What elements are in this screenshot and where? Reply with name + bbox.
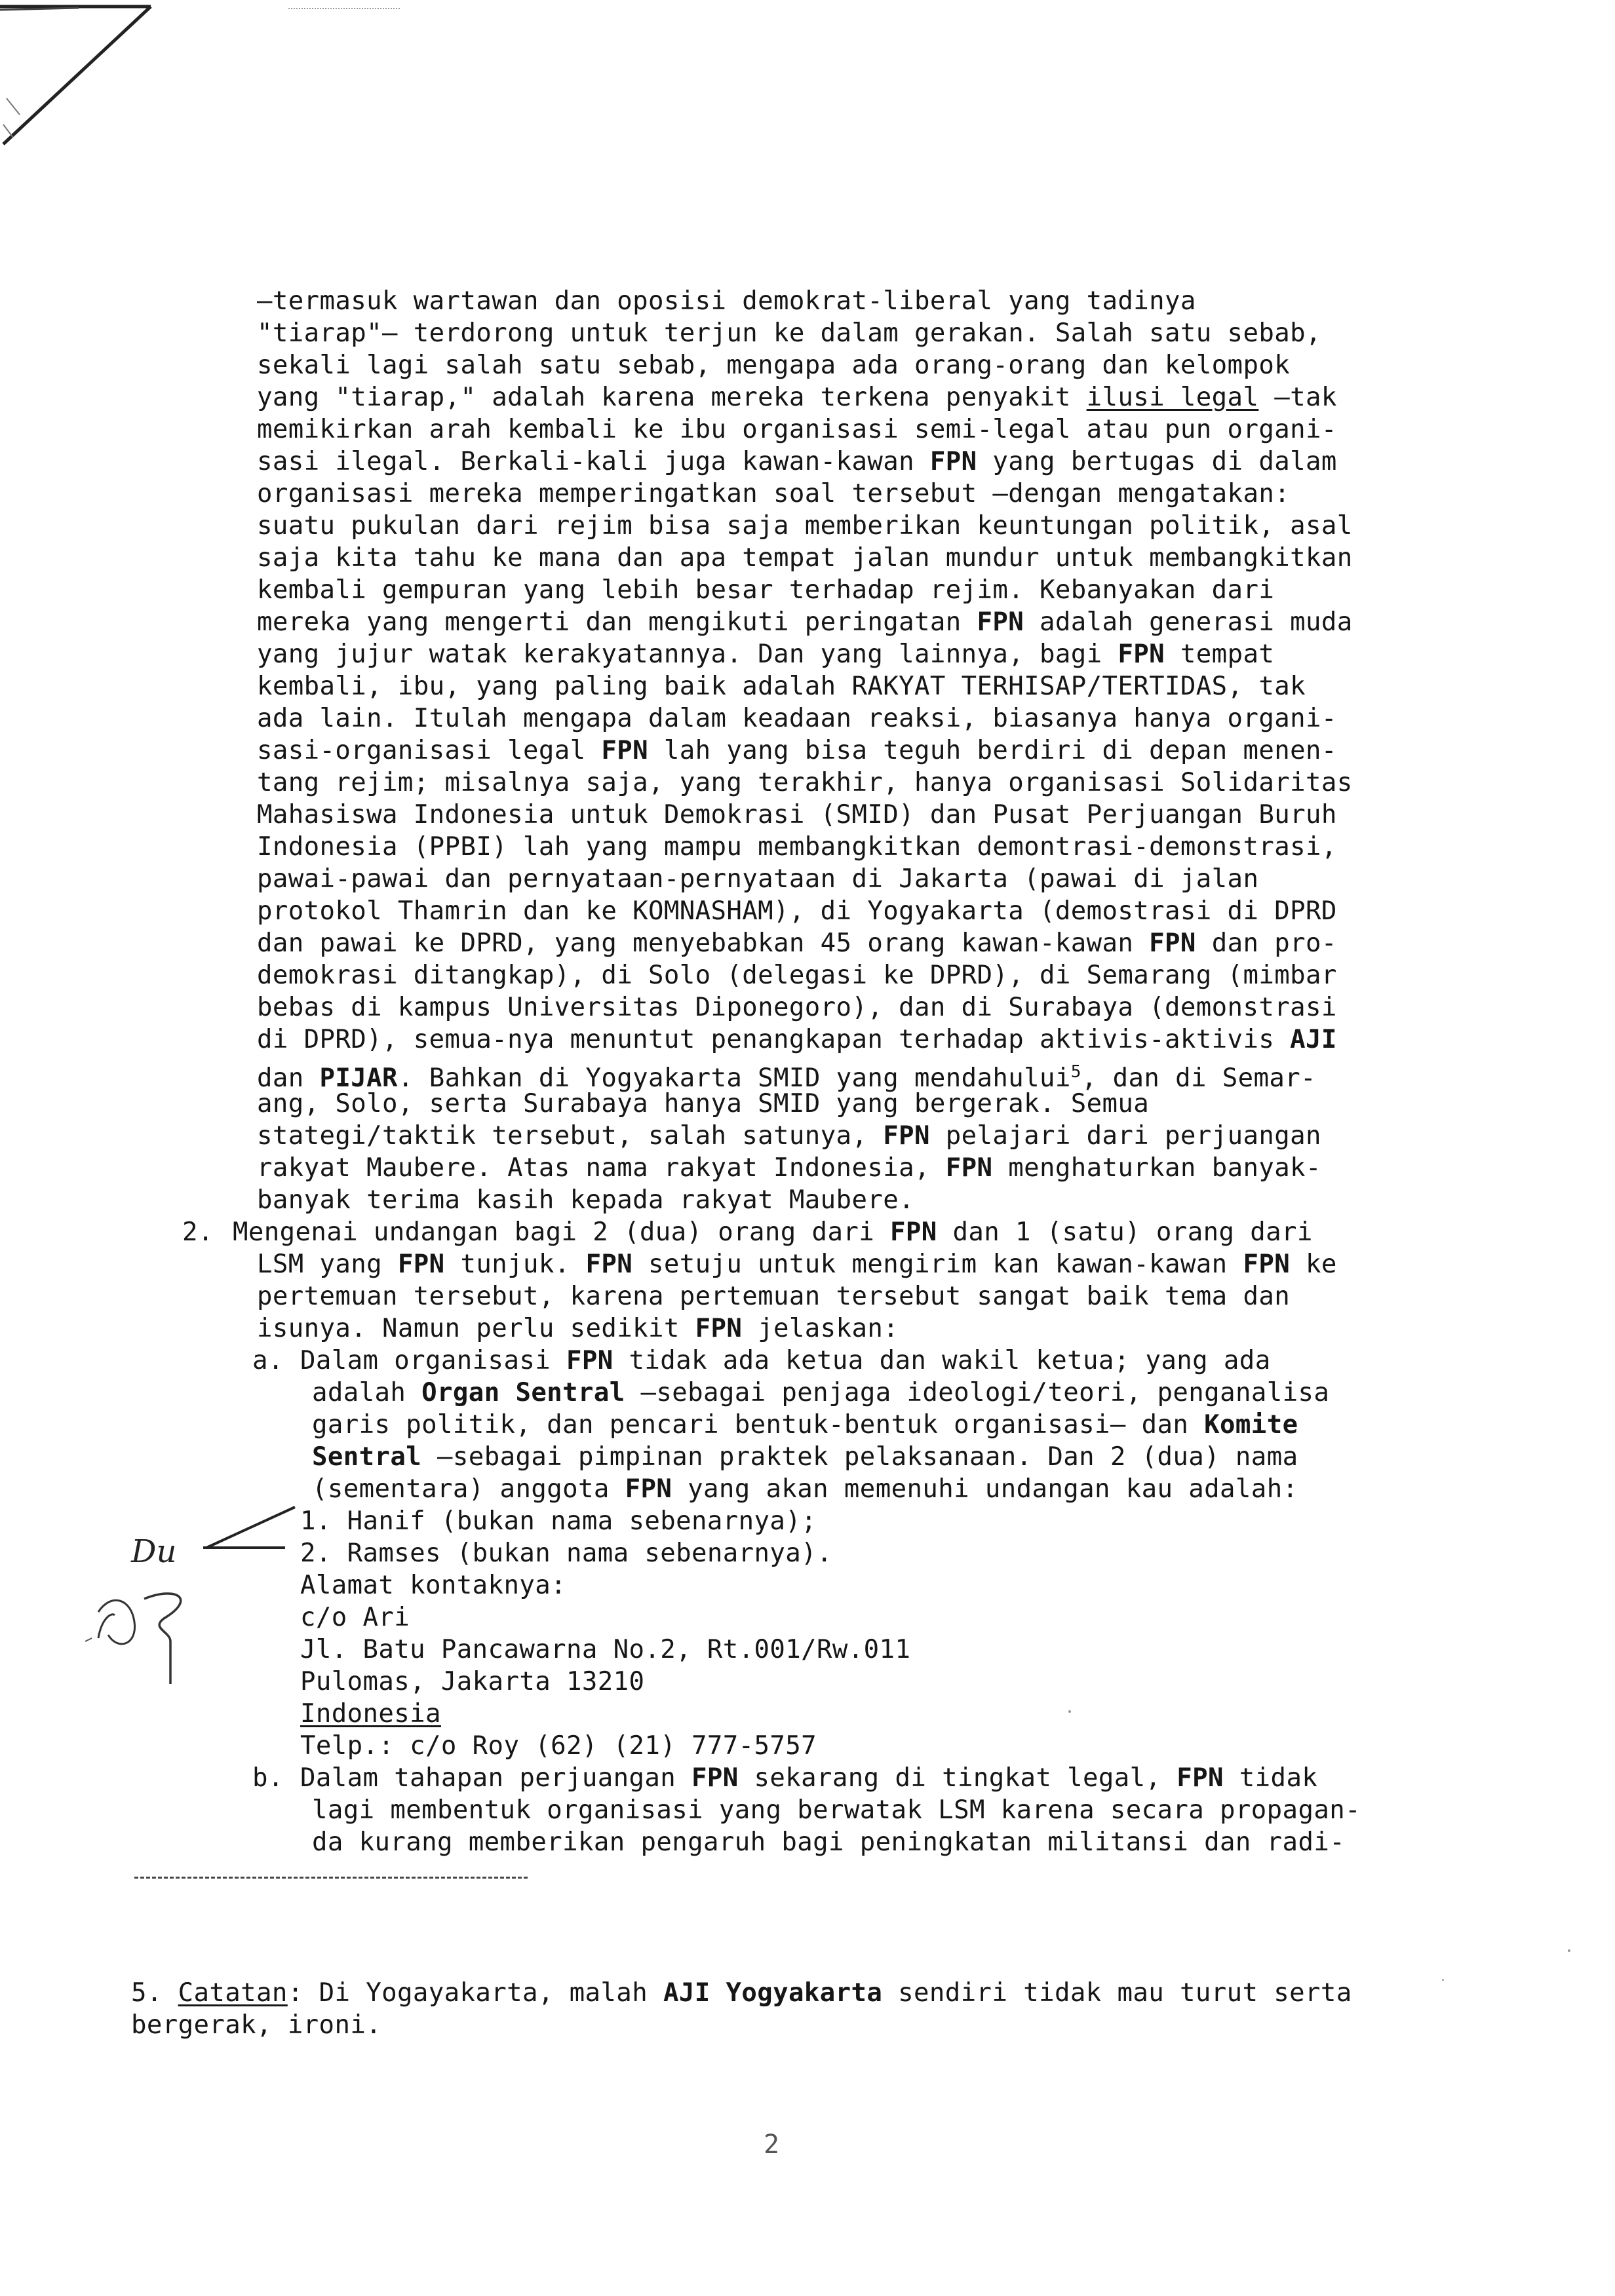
page-number: 2 [764,2130,780,2160]
body-line-21: dan pawai ke DPRD, yang menyebabkan 45 orang kawan-kawan FPN dan pro- [257,928,1337,958]
corner-scan-mark [0,0,197,197]
body-line-18: Indonesia (PPBI) lah yang mampu membangkitkan demontrasi-demonstrasi, [257,832,1337,862]
scan-speck [1568,1949,1570,1952]
body-line-6: sasi ilegal. Berkali-kali juga kawan-kawan FPN yang bertugas di dalam [257,447,1337,476]
name-1: 1. Hanif (bukan nama sebenarnya); [300,1506,817,1536]
body-line-8: suatu pukulan dari rejim bisa saja memberikan keuntungan politik, asal [257,511,1353,541]
body-line-29: banyak terima kasih kepada rakyat Maubere. [257,1185,914,1215]
body-line-10: kembali gempuran yang lebih besar terhadap rejim. Kebanyakan dari [257,575,1275,605]
underlined-term: ilusi legal [1086,383,1259,412]
item-a-line-1: Dalam organisasi FPN tidak ada ketua dan wakil ketua; yang ada [300,1346,1271,1375]
item-a-label: a. [252,1346,284,1375]
body-line-12: yang jujur watak kerakyatannya. Dan yang lainnya, bagi FPN tempat [257,640,1275,669]
body-line-26: ang, Solo, serta Surabaya hanya SMID yang bergerak. Semua [257,1089,1150,1119]
body-line-27: stategi/taktik tersebut, salah satunya, FPN pelajari dari perjuangan [257,1121,1321,1151]
organ-sentral: Organ Sentral [421,1378,625,1407]
phone-line: Telp.: c/o Roy (62) (21) 777-5757 [300,1731,817,1761]
top-dots [288,8,400,9]
body-line-9: saja kita tahu ke mana dan apa tempat jalan mundur untuk membangkitkan [257,543,1353,573]
body-line-22: demokrasi ditangkap), di Solo (delegasi ke DPRD), di Semarang (mimbar [257,961,1337,990]
address-line-2: Jl. Batu Pancawarna No.2, Rt.001/Rw.011 [300,1635,911,1664]
body-line-28: rakyat Maubere. Atas nama rakyat Indonesia, FPN menghaturkan banyak- [257,1153,1321,1183]
item-b-line-2: lagi membentuk organisasi yang berwatak LSM karena secara propagan- [312,1795,1361,1825]
item-a-line-3: garis politik, dan pencari bentuk-bentuk organisasi— dan Komite [312,1410,1298,1440]
name-2: 2. Ramses (bukan nama sebenarnya). [300,1539,832,1568]
body-line-13: kembali, ibu, yang paling baik adalah RAKYAT TERHISAP/TERTIDAS, tak [257,672,1306,701]
item-a-line-4: Sentral —sebagai pimpinan praktek pelaksanaan. Dan 2 (dua) nama [312,1442,1298,1472]
body-line-19: pawai-pawai dan pernyataan-pernyataan di Jakarta (pawai di jalan [257,864,1259,894]
body-line-7: organisasi mereka memperingatkan soal tersebut —dengan mengatakan: [257,479,1291,508]
handwritten-margin-mark [72,1487,308,1723]
body-line-2: "tiarap"— terdorong untuk terjun ke dalam gerakan. Salah satu sebab, [257,318,1321,348]
item-2-line-2: LSM yang FPN tunjuk. FPN setuju untuk mengirim kan kawan-kawan FPN ke [257,1250,1337,1279]
body-line-17: Mahasiswa Indonesia untuk Demokrasi (SMID) dan Pusat Perjuangan Buruh [257,800,1337,830]
item-2-line-4: isunya. Namun perlu sedikit FPN jelaskan: [257,1314,899,1343]
body-line-15: sasi-organisasi legal FPN lah yang bisa teguh berdiri di depan menen- [257,736,1337,765]
address-line-1: c/o Ari [300,1603,410,1632]
item-a-line-5: (sementara) anggota FPN yang akan memenuhi undangan kau adalah: [312,1474,1298,1504]
item-b-label: b. [252,1763,284,1793]
address-line-3: Pulomas, Jakarta 13210 [300,1667,645,1696]
footnote-line-1: 5. Catatan: Di Yogayakarta, malah AJI Yogyakarta sendiri tidak mau turut serta [131,1978,1352,2008]
body-line-5: memikirkan arah kembali ke ibu organisasi semi-legal atau pun organi- [257,415,1337,444]
address-label: Alamat kontaknya: [300,1571,566,1600]
margin-note: Du [131,1533,177,1570]
footnote-separator [134,1877,528,1879]
item-2-line-3: pertemuan tersebut, karena pertemuan tersebut sangat baik tema dan [257,1282,1291,1311]
footnote-ref: 5 [1070,1062,1081,1082]
scan-speck [1068,1710,1071,1713]
body-line-4: yang "tiarap," adalah karena mereka terkena penyakit ilusi legal —tak [257,383,1337,412]
body-line-23: bebas di kampus Universitas Diponegoro), dan di Surabaya (demonstrasi [257,993,1337,1022]
item-b-line-1: Dalam tahapan perjuangan FPN sekarang di tingkat legal, FPN tidak [300,1763,1318,1793]
item-2-number: 2. [182,1217,214,1247]
item-2-line-1: Mengenai undangan bagi 2 (dua) orang dari FPN dan 1 (satu) orang dari [233,1217,1313,1247]
footnote-line-2: bergerak, ironi. [131,2010,382,2040]
scan-speck [1442,1979,1444,1981]
item-b-line-3: da kurang memberikan pengaruh bagi peningkatan militansi dan radi- [312,1827,1346,1857]
item-a-line-2: adalah Organ Sentral —sebagai penjaga ideologi/teori, penganalisa [312,1378,1330,1407]
address-country: Indonesia [300,1699,441,1729]
body-line-24: di DPRD), semua-nya menuntut penangkapan terhadap aktivis-aktivis AJI [257,1025,1337,1054]
body-line-3: sekali lagi salah satu sebab, mengapa ada orang-orang dan kelompok [257,351,1291,380]
body-line-14: ada lain. Itulah mengapa dalam keadaan reaksi, biasanya hanya organi- [257,704,1337,733]
body-line-25: dan PIJAR. Bahkan di Yogyakarta SMID yang mendahului$^5$, dan di Semar- [257,1062,1317,1093]
body-line-1: —termasuk wartawan dan oposisi demokrat-liberal yang tadinya [257,286,1196,316]
body-line-11: mereka yang mengerti dan mengikuti peringatan FPN adalah generasi muda [257,607,1353,637]
body-line-20: protokol Thamrin dan ke KOMNASHAM), di Yogyakarta (demostrasi di DPRD [257,896,1337,926]
body-line-16: tang rejim; misalnya saja, yang terakhir, hanya organisasi Solidaritas [257,768,1353,797]
